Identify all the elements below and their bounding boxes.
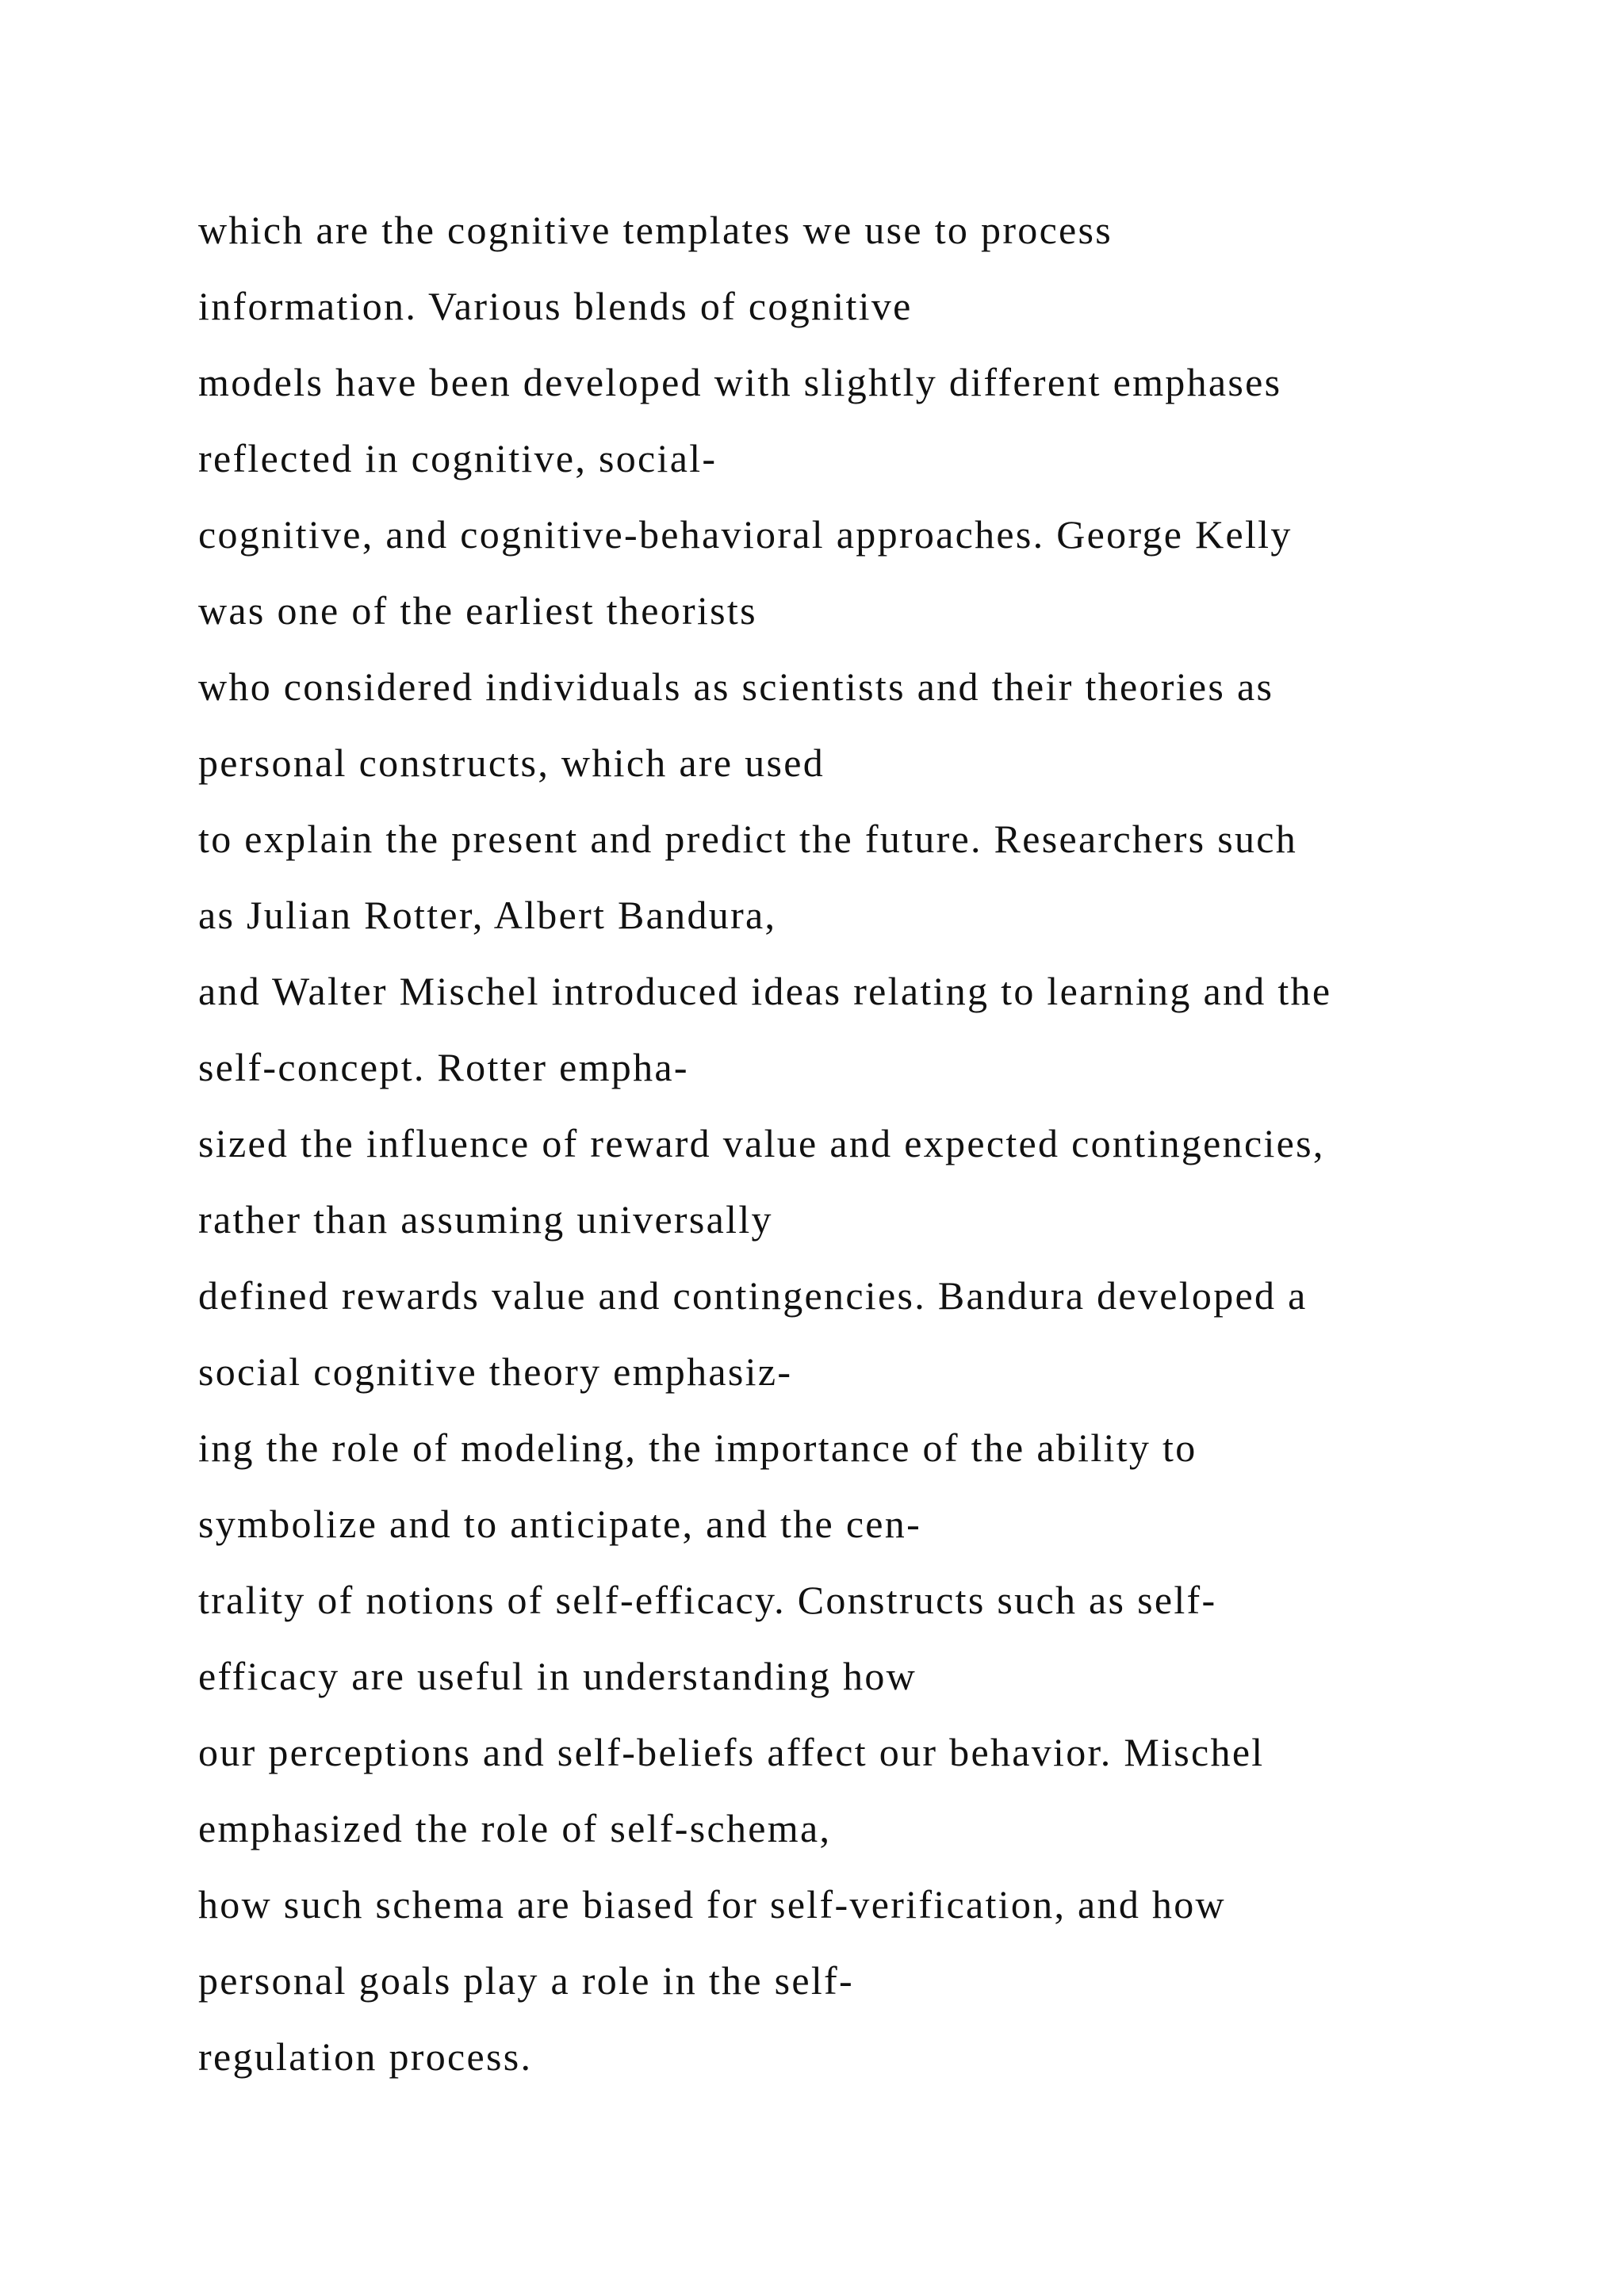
text-line: symbolize and to anticipate, and the cen- <box>198 1502 922 1546</box>
text-line: which are the cognitive templates we use to process <box>198 208 1113 252</box>
text-line: as Julian Rotter, Albert Bandura, <box>198 893 777 937</box>
text-line: models have been developed with slightly different emphases <box>198 360 1282 404</box>
text-line: information. Various blends of cognitive <box>198 284 913 328</box>
text-line: and Walter Mischel introduced ideas relating to learning and the <box>198 969 1332 1013</box>
text-line: who considered individuals as scientists and their theories as <box>198 664 1274 709</box>
text-line: emphasized the role of self-schema, <box>198 1806 832 1850</box>
text-line: reflected in cognitive, social- <box>198 436 718 480</box>
text-line: regulation process. <box>198 2034 533 2079</box>
text-line: rather than assuming universally <box>198 1197 773 1242</box>
text-line: how such schema are biased for self-verification, and how <box>198 1882 1226 1927</box>
text-line: sized the influence of reward value and expected contingencies, <box>198 1121 1325 1165</box>
text-line: cognitive, and cognitive-behavioral approaches. George Kelly <box>198 512 1293 557</box>
text-line: defined rewards value and contingencies. Bandura developed a <box>198 1273 1308 1318</box>
text-line: trality of notions of self-efficacy. Constructs such as self- <box>198 1578 1217 1622</box>
text-line: self-concept. Rotter empha- <box>198 1045 689 1089</box>
text-line: ing the role of modeling, the importance of the ability to <box>198 1425 1197 1470</box>
body-text <box>198 192 1546 2095</box>
text-line: efficacy are useful in understanding how <box>198 1654 917 1698</box>
text-line: personal goals play a role in the self- <box>198 1958 854 2003</box>
text-line: our perceptions and self-beliefs affect our behavior. Mischel <box>198 1730 1265 1774</box>
text-line: to explain the present and predict the future. Researchers such <box>198 817 1298 861</box>
text-line: personal constructs, which are used <box>198 740 825 785</box>
text-line: social cognitive theory emphasiz- <box>198 1349 793 1394</box>
text-line: was one of the earliest theorists <box>198 588 757 633</box>
